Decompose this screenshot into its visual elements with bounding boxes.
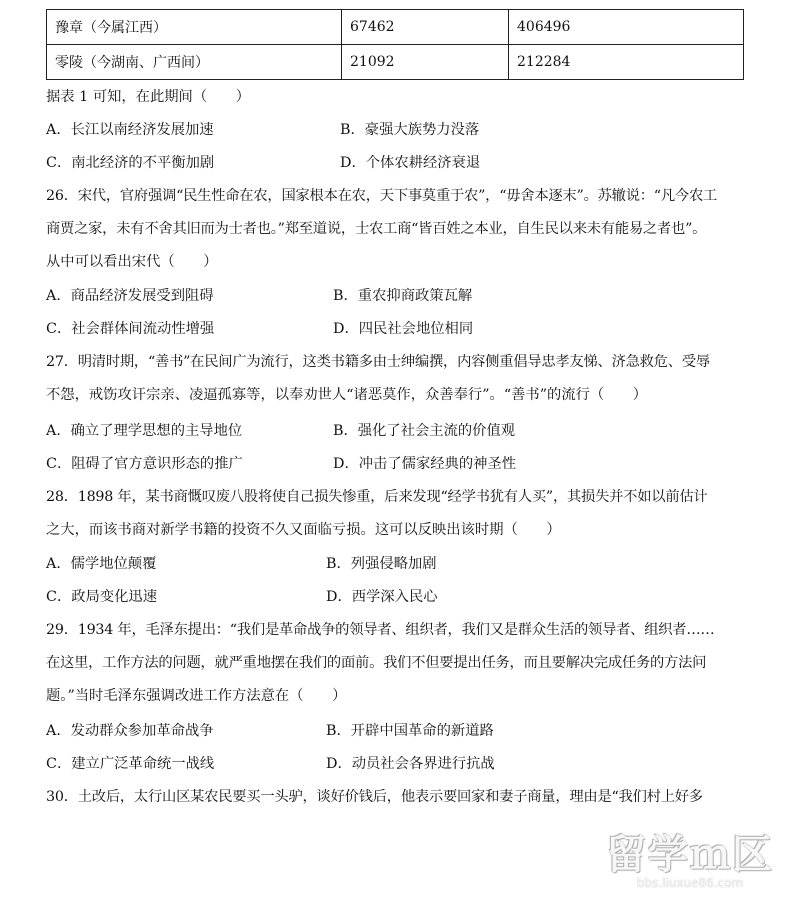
- table-row: [47, 45, 744, 80]
- q25-option-b: B．豪强大族势力没落: [340, 122, 480, 138]
- q26-option-a: A．商品经济发展受到阻碍: [46, 288, 214, 304]
- question-29-line-3: 题。”当时毛泽东强调改进工作方法意在（ ）: [46, 688, 347, 704]
- question-25-stem: 据表 1 可知，在此期间（ ）: [46, 89, 251, 105]
- question-28-line-1: 28．1898 年，某书商慨叹废八股将使自己损失惨重，后来发现“经学书犹有人买”，其损失并不如以前估计: [46, 489, 708, 505]
- q29-option-b: B．开辟中国革命的新道路: [326, 723, 494, 739]
- table-cell: 21092: [342, 45, 509, 80]
- q25-option-d: D．个体农耕经济衰退: [340, 155, 481, 171]
- question-29-line-1: 29．1934 年，毛泽东提出：“我们是革命战争的领导者、组织者，我们又是群众生活的领导者、组织者……: [46, 622, 715, 638]
- q27-option-d: D．冲击了儒家经典的神圣性: [333, 456, 517, 472]
- q26-option-c: C．社会群体间流动性增强: [46, 321, 215, 337]
- table-cell: 212284: [509, 45, 744, 80]
- watermark-url: bbs.liuxue86.com: [636, 876, 744, 890]
- question-26-line-1: 26．宋代，官府强调“民生性命在农，国家根本在农，天下事莫重于农”，“毋舍本逐末”。苏辙说：“凡今农工: [46, 188, 718, 204]
- question-26-line-2: 商贾之家，未有不舍其旧而为士者也。”郑至道说，士农工商“皆百姓之本业，自生民以来未有能易之者也”。: [46, 221, 707, 237]
- question-28-line-2: 之大，而该书商对新学书籍的投资不久又面临亏损。这可以反映出该时期（ ）: [46, 522, 561, 538]
- q28-option-c: C．政局变化迅速: [46, 589, 158, 605]
- q26-option-d: D．四民社会地位相同: [333, 321, 474, 337]
- table-cell: 406496: [509, 10, 744, 45]
- question-27-line-1: 27．明清时期，“善书”在民间广为流行，这类书籍多由士绅编撰，内容侧重倡导忠孝友悌、济急救危、受辱: [46, 354, 710, 370]
- q27-option-b: B．强化了社会主流的价值观: [333, 423, 516, 439]
- question-26-line-3: 从中可以看出宋代（ ）: [46, 254, 218, 270]
- q29-option-d: D．动员社会各界进行抗战: [326, 756, 495, 772]
- watermark: [606, 823, 774, 890]
- table-cell: 67462: [342, 10, 509, 45]
- q25-option-a: A．长江以南经济发展加速: [46, 122, 214, 138]
- table-row: [47, 10, 744, 45]
- q26-option-b: B．重农抑商政策瓦解: [333, 288, 473, 304]
- q29-option-a: A．发动群众参加革命战争: [46, 723, 214, 739]
- watermark-logo: 留学ｍ区: [606, 832, 774, 878]
- q27-option-a: A．确立了理学思想的主导地位: [46, 423, 243, 439]
- q28-option-a: A．儒学地位颠覆: [46, 556, 157, 572]
- q28-option-b: B．列强侵略加剧: [326, 556, 437, 572]
- data-table: [46, 9, 744, 80]
- q25-option-c: C．南北经济的不平衡加剧: [46, 155, 215, 171]
- question-27-line-2: 不怨，戒饬攻讦宗亲、凌逼孤寡等，以奉劝世人“诸恶莫作，众善奉行”。“善书”的流行（ ）: [46, 387, 648, 403]
- table-cell: 豫章（今属江西）: [47, 10, 342, 45]
- question-29-line-2: 在这里，工作方法的问题，就严重地摆在我们的面前。我们不但要提出任务，而且要解决完成任务的方法问: [46, 655, 707, 671]
- question-30-line-1: 30．土改后，太行山区某农民要买一头驴，谈好价钱后，他表示要回家和妻子商量，理由是“我们村上好多: [46, 789, 703, 805]
- q29-option-c: C．建立广泛革命统一战线: [46, 756, 215, 772]
- table-cell: 零陵（今湖南、广西间）: [47, 45, 342, 80]
- q28-option-d: D．西学深入民心: [326, 589, 438, 605]
- q27-option-c: C．阻碍了官方意识形态的推广: [46, 456, 243, 472]
